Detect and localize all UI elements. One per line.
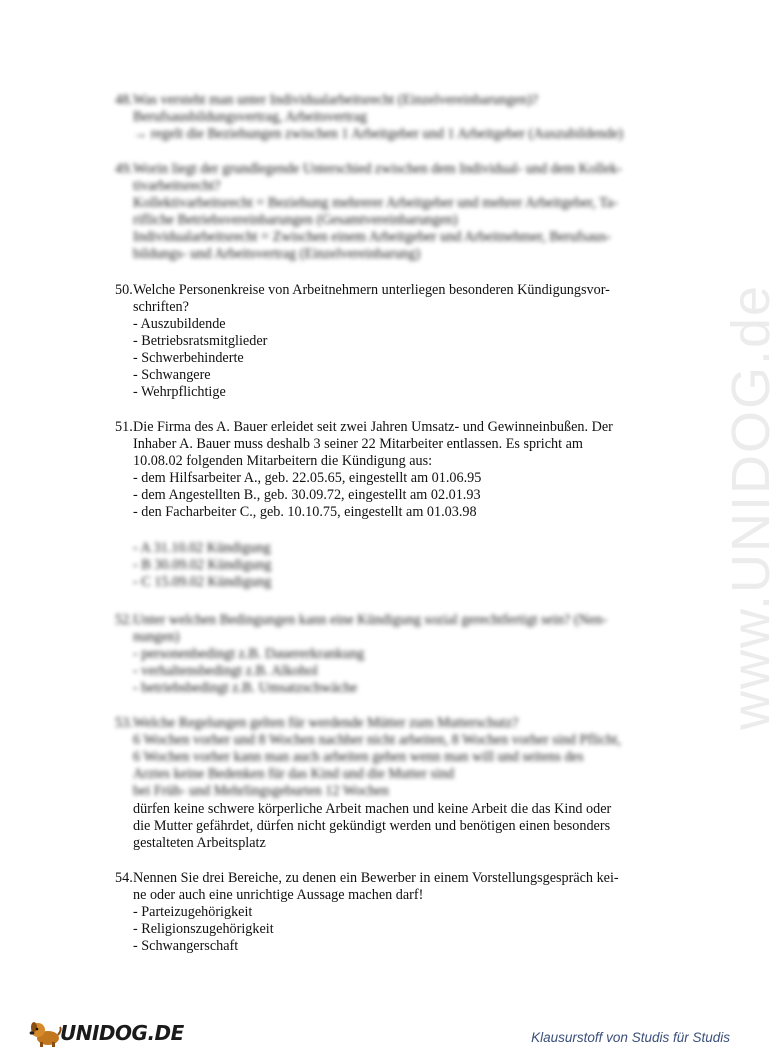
logo-text: UNIDOG.DE (60, 1021, 184, 1045)
question-49 (115, 161, 660, 263)
answer-line: - Religionszugehörigkeit (133, 921, 274, 937)
answer-line: - Wehrpflichtige (133, 384, 226, 400)
question-line: Welche Regelungen gelten für werdende Mütter zum Mutterschutz? (133, 715, 519, 731)
question-54 (115, 870, 660, 955)
answer-53 (115, 801, 660, 852)
answer-line: - B 30.09.02 Kündigung (133, 557, 272, 573)
question-line: ne oder auch eine unrichtige Aussage machen darf! (133, 887, 424, 903)
answer-line: - A 31.10.02 Kündigung (133, 540, 271, 556)
question-line: - dem Hilfsarbeiter A., geb. 22.05.65, eingestellt am 01.06.95 (133, 470, 482, 486)
question-line: nungen) (133, 629, 180, 645)
answer-line: - Auszubildende (133, 316, 226, 332)
answer-line: - Betriebsratsmitglieder (133, 333, 268, 349)
answer-line: → regelt die Beziehungen zwischen 1 Arbeitgeber und 1 Arbeitgeber (Auszubildende) (133, 126, 624, 142)
footer-slogan: Klausurstoff von Studis für Studis (531, 1030, 730, 1045)
question-53 (115, 715, 660, 800)
answer-line: Berufsausbildungsvertrag, Arbeitsvertrag (133, 109, 368, 125)
answer-line: - personenbedingt z.B. Dauererkrankung (133, 646, 365, 662)
question-line: Worin liegt der grundlegende Unterschied zwischen dem Individual- und dem Kollek- (133, 161, 622, 177)
question-line: schriften? (133, 299, 189, 315)
question-line: Nennen Sie drei Bereiche, zu denen ein Bewerber in einem Vorstellungsgespräch kei- (133, 870, 619, 886)
answer-line: - Schwerbehinderte (133, 350, 244, 366)
answer-line: 6 Wochen vorher kann man auch arbeiten gehen wenn man will und seitens des (133, 749, 584, 765)
answer-line: - Parteizugehörigkeit (133, 904, 253, 920)
question-number: 50. (115, 282, 133, 298)
question-line: Welche Personenkreise von Arbeitnehmern unterliegen besonderen Kündigungsvor- (133, 282, 610, 298)
question-line: Unter welchen Bedingungen kann eine Kündigung sozial gerechtfertigt sein? (Nen- (133, 612, 607, 628)
question-line: 10.08.02 folgenden Mitarbeitern die Kündigung aus: (133, 453, 433, 469)
answer-line: - verhaltensbedingt z.B. Alkohol (133, 663, 318, 679)
question-line: Inhaber A. Bauer muss deshalb 3 seiner 22 Mitarbeiter entlassen. Es spricht am (133, 436, 583, 452)
question-52 (115, 612, 660, 697)
question-line: - dem Angestellten B., geb. 30.09.72, eingestellt am 02.01.93 (133, 487, 481, 503)
answer-line: die Mutter gefährdet, dürfen nicht gekündigt werden und benötigen einen besonders (133, 818, 611, 834)
question-number: 54. (115, 870, 133, 886)
answer-line: dürfen keine schwere körperliche Arbeit machen und keine Arbeit die das Kind oder (133, 801, 612, 817)
question-48 (115, 92, 660, 143)
answer-line: Individualarbeitsrecht = Zwischen einem Arbeitgeber und Arbeitnehmer, Berufsaus- (133, 229, 611, 245)
answer-line: rifliche Betriebsvereinbarungen (Gesamtvereinbarungen) (133, 212, 458, 228)
question-number: 51. (115, 419, 133, 435)
question-line: Die Firma des A. Bauer erleidet seit zwei Jahren Umsatz- und Gewinneinbußen. Der (133, 419, 613, 435)
answer-line: - C 15.09.02 Kündigung (133, 574, 272, 590)
question-number: 49. (115, 161, 133, 177)
unidog-logo[interactable] (28, 1018, 184, 1048)
question-number: 53. (115, 715, 133, 731)
answer-line: Kollektivarbeitsrecht = Beziehung mehrerer Arbeitgeber und mehrer Arbeitgeber, Ta- (133, 195, 618, 211)
question-line: - den Facharbeiter C., geb. 10.10.75, eingestellt am 01.03.98 (133, 504, 477, 520)
question-51 (115, 419, 660, 521)
answer-line: gestalteten Arbeitsplatz (133, 835, 266, 851)
answer-line: 6 Wochen vorher und 8 Wochen nachher nicht arbeiten, 8 Wochen vorher sind Pflicht, (133, 732, 621, 748)
answer-line: - Schwangerschaft (133, 938, 239, 954)
answer-line: Arztes keine Bedenken für das Kind und die Mutter sind (133, 766, 455, 782)
question-number: 48. (115, 92, 133, 108)
answer-line: - Schwangere (133, 367, 211, 383)
question-line: Was versteht man unter Individualarbeitsrecht (Einzelvereinbarungen)? (133, 92, 539, 108)
question-line: tivarbeitsrecht? (133, 178, 221, 194)
answer-line: bildungs- und Arbeitsvertrag (Einzelvereinbarung) (133, 246, 421, 262)
question-50 (115, 282, 660, 401)
answer-line: - betriebsbedingt z.B. Umsatzschwäche (133, 680, 358, 696)
question-number: 52. (115, 612, 133, 628)
dog-icon (28, 1018, 62, 1048)
watermark: www.UNIDOG.de (721, 283, 781, 730)
answer-line: bei Früh- und Mehrlingsgeburten 12 Wochen (133, 783, 389, 799)
answer-51 (115, 540, 660, 591)
